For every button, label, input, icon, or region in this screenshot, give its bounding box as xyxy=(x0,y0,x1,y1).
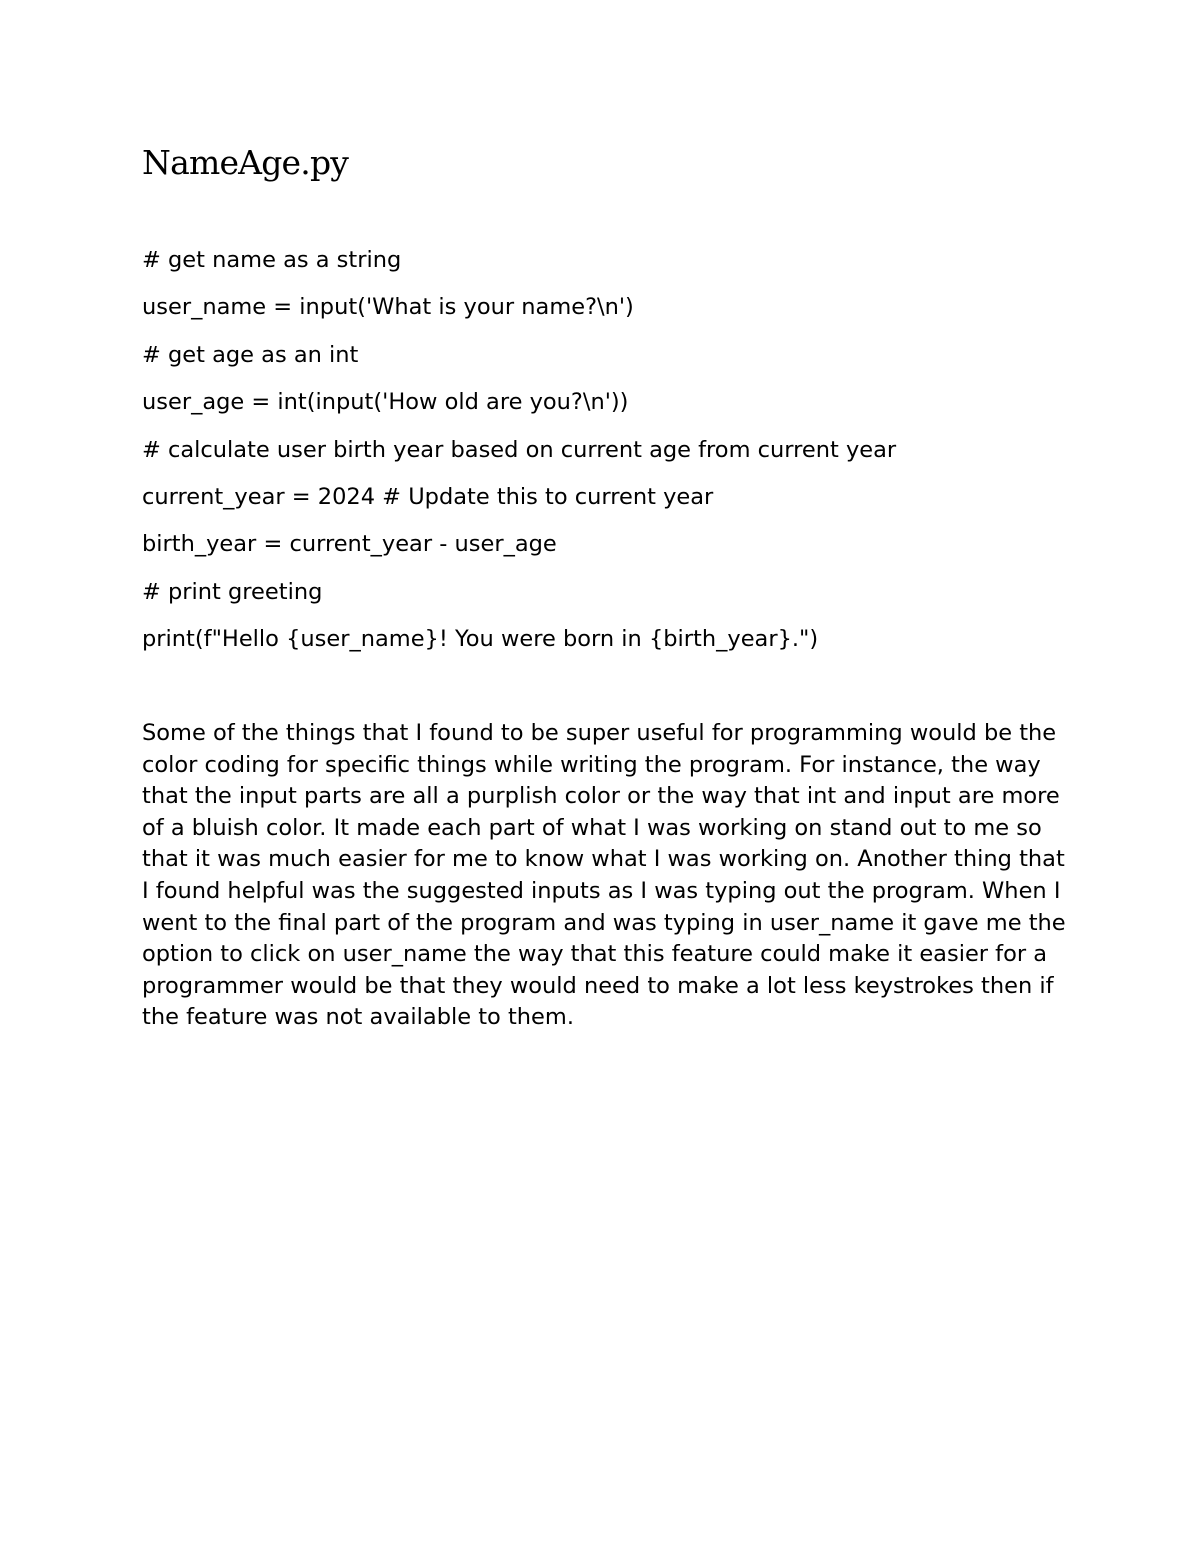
code-line: user_age = int(input('How old are you?\n')) xyxy=(142,389,629,416)
code-line: birth_year = current_year - user_age xyxy=(142,531,557,558)
code-line: # get age as an int xyxy=(142,341,359,368)
code-line: # calculate user birth year based on current age from current year xyxy=(142,436,897,463)
code-listing xyxy=(142,244,1102,671)
code-line: user_name = input('What is your name?\n') xyxy=(142,294,634,321)
reflection-paragraph: Some of the things that I found to be super useful for programming would be the color coding for specific things while writing the program. For instance, the way that the input parts are all a purplish color or the way that int and input are more of a bluish color. It made each part of what I was working on stand out to me so that it was much easier for me to know what I was working on. Another thing that I found helpful was the suggested inputs as I was typing out the program. When I went to the final part of the program and was typing in user_name it gave me the option to click on user_name the way that this feature could make it easier for a programmer would be that they would need to make a lot less keystrokes then if the feature was not available to them. xyxy=(142,720,1066,1031)
document-title: NameAge.py xyxy=(142,143,349,182)
code-line: # get name as a string xyxy=(142,247,402,273)
code-line: current_year = 2024 # Update this to current year xyxy=(142,483,714,510)
code-line: # print greeting xyxy=(142,578,323,605)
code-line: print(f"Hello {user_name}! You were born in {birth_year}.") xyxy=(142,626,819,653)
